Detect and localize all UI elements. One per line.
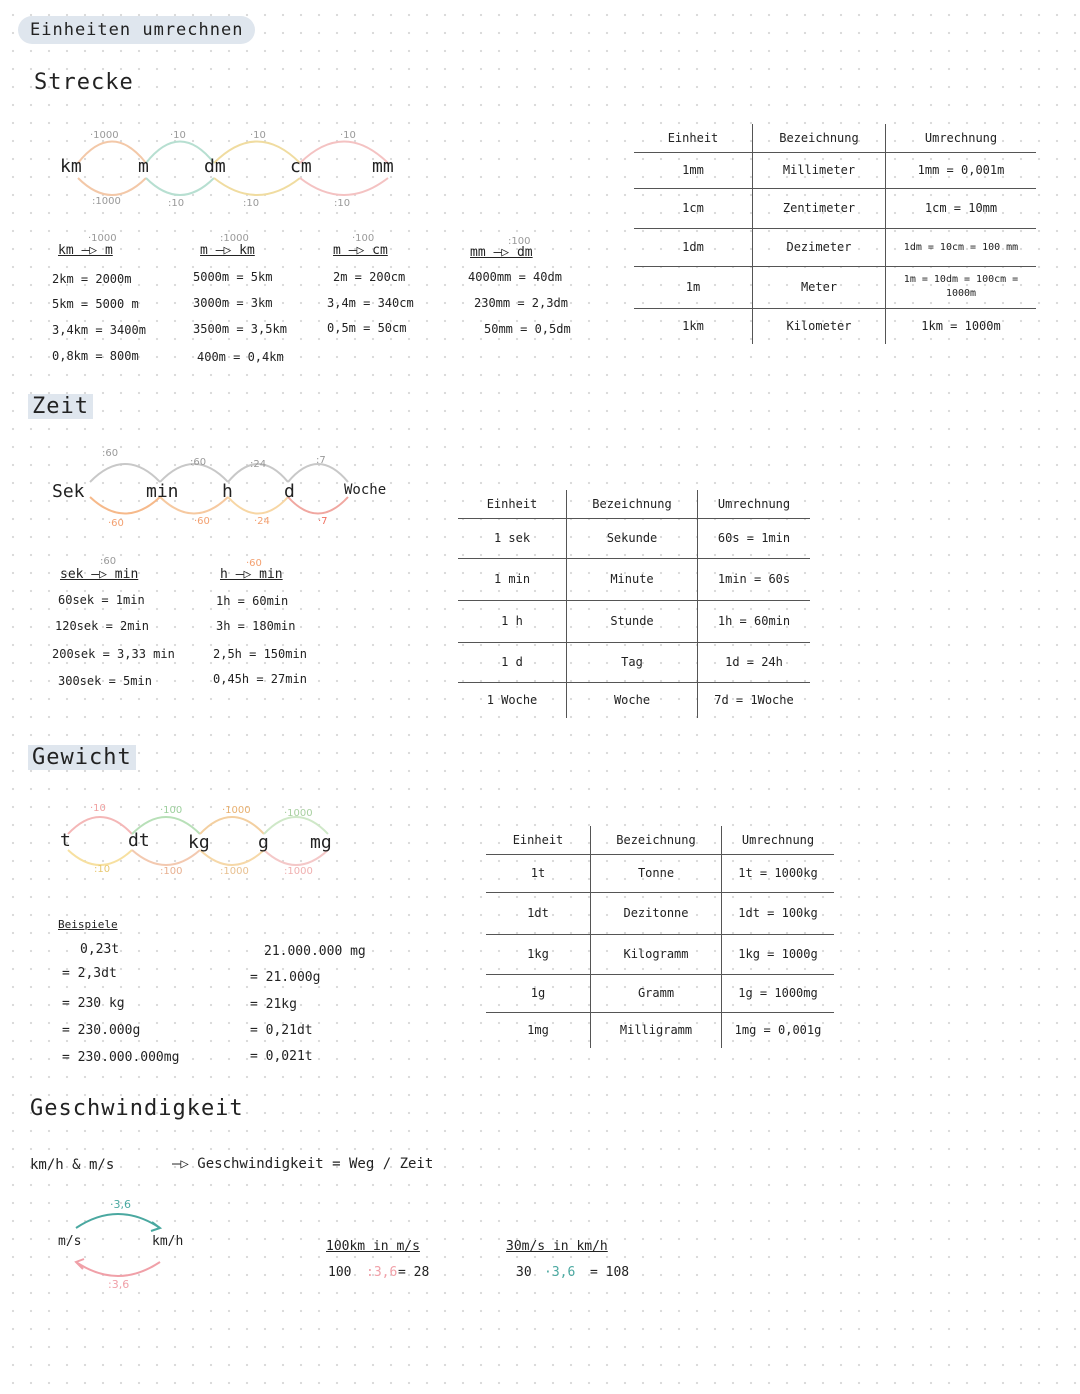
table-cell: Minute xyxy=(567,558,698,600)
table-cell: 1g xyxy=(486,974,591,1012)
table-cell: Stunde xyxy=(567,600,698,642)
gewicht-unit-kg: kg xyxy=(188,832,210,853)
strecke-unit-km: km xyxy=(60,156,82,177)
table-cell: 1 d xyxy=(458,642,567,682)
table-cell: Tonne xyxy=(591,854,722,892)
table-cell: Kilometer xyxy=(753,308,886,344)
gewicht-bottom-label: :1000 xyxy=(220,866,249,877)
strecke-example: 3,4km = 3400m xyxy=(52,323,146,337)
zeit-top-label: :60 xyxy=(102,448,119,459)
gewicht-example-a: = 2,3dt xyxy=(62,966,117,981)
gewicht-example-b: = 21.000g xyxy=(250,970,321,985)
table-cell: Woche xyxy=(567,682,698,718)
strecke-example: 400m = 0,4km xyxy=(197,350,284,364)
table-cell: Tag xyxy=(567,642,698,682)
strecke-top-label: ·1000 xyxy=(90,130,119,141)
strecke-example: 4000mm = 40dm xyxy=(468,270,562,284)
table-cell: Kilogramm xyxy=(591,934,722,974)
table-cell: Millimeter xyxy=(753,152,886,188)
table-cell: 1 min xyxy=(458,558,567,600)
gewicht-unit-t: t xyxy=(60,830,71,851)
zeit-example: 200sek = 3,33 min xyxy=(52,647,175,661)
strecke-example: 3500m = 3,5km xyxy=(193,322,287,336)
gewicht-bottom-label: :1000 xyxy=(284,866,313,877)
speed-example1-a: 100 xyxy=(328,1265,352,1280)
strecke-bottom-label: :10 xyxy=(243,198,260,209)
zeit-bottom-label: ·7 xyxy=(318,516,328,527)
strecke-group-factor: :1000 xyxy=(220,233,249,244)
table-cell: 1kg = 1000g xyxy=(722,934,835,974)
gewicht-unit-g: g xyxy=(258,832,269,853)
strecke-group-header: m —▷ cm xyxy=(333,243,388,258)
zeit-bottom-label: ·24 xyxy=(254,516,270,527)
table-header: Einheit xyxy=(634,124,753,152)
speed-subtitle: km/h & m/s xyxy=(30,1157,115,1173)
table-cell: Milligramm xyxy=(591,1012,722,1048)
zeit-bottom-label: ·60 xyxy=(194,516,210,527)
table-header: Einheit xyxy=(486,826,591,854)
strecke-group-header: m —▷ km xyxy=(200,243,255,258)
gewicht-example-b: 21.000.000 mg xyxy=(264,944,366,959)
zeit-unit-h: h xyxy=(222,481,233,502)
table-cell: Gramm xyxy=(591,974,722,1012)
speed-unit-kmh: km/h xyxy=(152,1234,184,1249)
zeit-unit-min: min xyxy=(146,481,179,502)
table-cell: 1mm xyxy=(634,152,753,188)
zeit-top-label: :60 xyxy=(190,457,207,468)
section-heading-zeit: Zeit xyxy=(28,394,93,419)
table-cell: 1mg = 0,001g xyxy=(722,1012,835,1048)
gewicht-bottom-label: :10 xyxy=(94,864,111,875)
zeit-example: 0,45h = 27min xyxy=(213,672,307,686)
table-cell: 1kg xyxy=(486,934,591,974)
gewicht-unit-dt: dt xyxy=(128,830,150,851)
strecke-unit-cm: cm xyxy=(290,156,312,177)
strecke-bottom-label: :10 xyxy=(168,198,185,209)
zeit-example: 3h = 180min xyxy=(216,619,296,633)
table-cell: 1d = 24h xyxy=(698,642,811,682)
gewicht-unit-mg: mg xyxy=(310,832,332,853)
table-cell: 1min = 60s xyxy=(698,558,811,600)
speed-bottom-label: :3,6 xyxy=(108,1278,130,1291)
strecke-group-factor: :100 xyxy=(508,236,531,247)
table-cell: 1m = 10dm = 100cm = 1000m xyxy=(886,266,1037,308)
zeit-unit-sek: Sek xyxy=(52,481,85,502)
table-cell: 1mg xyxy=(486,1012,591,1048)
speed-top-label: ·3,6 xyxy=(110,1198,131,1211)
section-heading-strecke: Strecke xyxy=(34,70,134,95)
strecke-example: 5km = 5000 m xyxy=(52,297,139,311)
table-header: Einheit xyxy=(458,490,567,518)
zeit-group-header: h —▷ min xyxy=(220,567,283,582)
table-cell: Sekunde xyxy=(567,518,698,558)
strecke-example: 50mm = 0,5dm xyxy=(484,322,571,336)
table-cell: 1h = 60min xyxy=(698,600,811,642)
strecke-example: 0,5m = 50cm xyxy=(327,321,407,335)
strecke-example: 2m = 200cm xyxy=(333,270,406,284)
speed-arrowhead-top xyxy=(151,1222,160,1231)
section-heading-gewicht: Gewicht xyxy=(28,745,136,770)
zeit-top-label: :7 xyxy=(316,455,326,466)
table-header: Umrechnung xyxy=(698,490,811,518)
table-cell: 1cm = 10mm xyxy=(886,188,1037,228)
strecke-unit-mm: mm xyxy=(372,156,394,177)
table-cell: 1 Woche xyxy=(458,682,567,718)
strecke-unit-m: m xyxy=(138,156,149,177)
speed-example2-a: 30 xyxy=(516,1265,532,1280)
strecke-group-factor: ·1000 xyxy=(88,233,117,244)
table-cell: 1g = 1000mg xyxy=(722,974,835,1012)
table-cell: Dezitonne xyxy=(591,892,722,934)
zeit-example: 60sek = 1min xyxy=(58,593,145,607)
zeit-group-factor: ·60 xyxy=(246,558,262,569)
strecke-top-label: ·10 xyxy=(250,130,266,141)
table-cell: 1dm = 10cm = 100 mm xyxy=(886,228,1037,266)
strecke-example: 230mm = 2,3dm xyxy=(474,296,568,310)
speed-unit-ms: m/s xyxy=(58,1234,82,1249)
zeit-top-label: :24 xyxy=(250,459,267,470)
speed-example2-title: 30m/s in km/h xyxy=(506,1239,608,1254)
zeit-unit-woche: Woche xyxy=(344,482,387,498)
gewicht-example-a: = 230.000.000mg xyxy=(62,1050,180,1065)
strecke-bottom-label: :10 xyxy=(334,198,351,209)
gewicht-top-label: ·10 xyxy=(90,803,106,814)
strecke-example: 3,4m = 340cm xyxy=(327,296,414,310)
gewicht-example-a: 0,23t xyxy=(80,942,120,957)
page-title: Einheiten umrechnen xyxy=(18,16,255,44)
zeit-group-header: sek —▷ min xyxy=(60,567,139,582)
table-cell: 1dm xyxy=(634,228,753,266)
strecke-group-header: km —▷ m xyxy=(58,243,113,258)
strecke-bottom-label: :1000 xyxy=(92,196,121,207)
table-header: Bezeichnung xyxy=(753,124,886,152)
strecke-top-label: ·10 xyxy=(340,130,356,141)
gewicht-top-label: ·1000 xyxy=(284,808,313,819)
zeit-unit-d: d xyxy=(284,481,295,502)
gewicht-example-a: = 230 kg xyxy=(62,996,125,1011)
table-header: Bezeichnung xyxy=(591,826,722,854)
table-cell: 1cm xyxy=(634,188,753,228)
section-heading-geschwindigkeit: Geschwindigkeit xyxy=(30,1096,244,1121)
zeit-example: 2,5h = 150min xyxy=(213,647,307,661)
strecke-example: 5000m = 5km xyxy=(193,270,273,284)
zeit-example: 1h = 60min xyxy=(216,594,289,608)
gewicht-example-b: = 0,021t xyxy=(250,1049,313,1064)
table-cell: 1dt = 100kg xyxy=(722,892,835,934)
speed-example2-result: = 108 xyxy=(590,1265,630,1280)
zeit-group-factor: :60 xyxy=(100,556,117,567)
table-header: Umrechnung xyxy=(722,826,835,854)
speed-arc-top xyxy=(76,1214,160,1228)
table-header: Bezeichnung xyxy=(567,490,698,518)
table-cell: Zentimeter xyxy=(753,188,886,228)
table-cell: Meter xyxy=(753,266,886,308)
gewicht-top-label: ·100 xyxy=(160,805,183,816)
table-cell: 1t xyxy=(486,854,591,892)
zeit-example: 300sek = 5min xyxy=(58,674,152,688)
gewicht-example-b: = 0,21dt xyxy=(250,1023,313,1038)
table-cell: Dezimeter xyxy=(753,228,886,266)
table-cell: 1km = 1000m xyxy=(886,308,1037,344)
zeit-bottom-label: ·60 xyxy=(108,518,124,529)
table-cell: 1km xyxy=(634,308,753,344)
strecke-example: 2km = 2000m xyxy=(52,272,132,286)
table-cell: 7d = 1Woche xyxy=(698,682,811,718)
gewicht-examples-heading: Beispiele xyxy=(58,918,118,931)
gewicht-example-a: = 230.000g xyxy=(62,1023,141,1038)
speed-example2-op: ·3,6 xyxy=(544,1265,576,1280)
gewicht-example-b: = 21kg xyxy=(250,997,297,1012)
strecke-example: 0,8km = 800m xyxy=(52,349,139,363)
table-cell: 1 sek xyxy=(458,518,567,558)
gewicht-bottom-label: :100 xyxy=(160,866,183,877)
table-cell: 1mm = 0,001m xyxy=(886,152,1037,188)
table-cell: 60s = 1min xyxy=(698,518,811,558)
speed-formula: —▷ Geschwindigkeit = Weg / Zeit xyxy=(172,1156,434,1172)
table-cell: 1dt xyxy=(486,892,591,934)
strecke-unit-dm: dm xyxy=(204,156,226,177)
strecke-top-label: ·10 xyxy=(170,130,186,141)
strecke-group-header: mm —▷ dm xyxy=(470,245,533,260)
zeit-example: 120sek = 2min xyxy=(55,619,149,633)
gewicht-top-label: ·1000 xyxy=(222,805,251,816)
table-header: Umrechnung xyxy=(886,124,1037,152)
speed-example1-result: = 28 xyxy=(398,1265,430,1280)
table-cell: 1m xyxy=(634,266,753,308)
speed-arc-bottom xyxy=(76,1262,160,1276)
strecke-group-factor: ·100 xyxy=(352,233,375,244)
speed-example1-title: 100km in m/s xyxy=(326,1239,420,1254)
table-cell: 1t = 1000kg xyxy=(722,854,835,892)
speed-example1-op: :3,6 xyxy=(366,1265,398,1280)
table-cell: 1 h xyxy=(458,600,567,642)
strecke-example: 3000m = 3km xyxy=(193,296,273,310)
